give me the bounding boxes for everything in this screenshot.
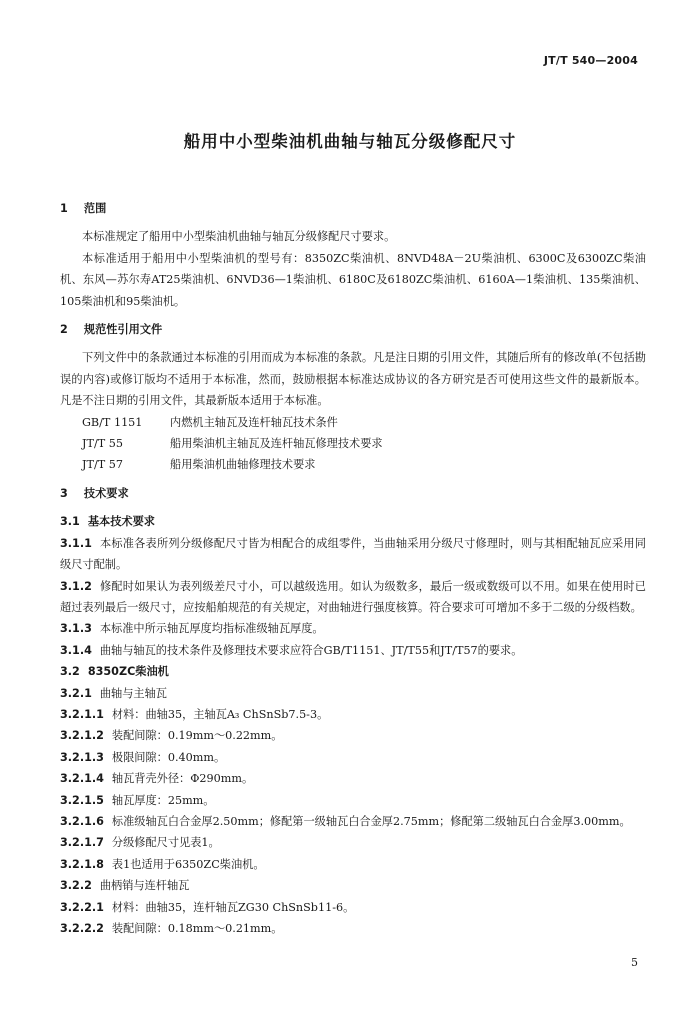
clause-item — [60, 918, 646, 939]
standard-code: JT/T 540—2004 — [543, 54, 638, 67]
clause-number: 3.2.2.1 — [60, 900, 104, 914]
clause-item — [60, 832, 646, 853]
clause-text: 极限间隙：0.40mm。 — [111, 750, 226, 764]
clause-number: 3.2.1.3 — [60, 750, 104, 764]
clause-text: 修配时如果认为表列级差尺寸小，可以越级选用。如认为级数多，最后一级或数级可以不用。如果在使用时已超过表列最后一级尺寸，应按船舶规范的有关规定，对曲轴进行强度核算。符合要求可可增加不多于二级的分级档数。 — [60, 579, 646, 614]
clause-text: 表1也适用于6350ZC柴油机。 — [111, 857, 265, 871]
clause-number: 3.2.1.1 — [60, 707, 104, 721]
clause-number: 3.1.1 — [60, 536, 92, 550]
clause-text: 轴瓦背壳外径：Φ290mm。 — [111, 772, 254, 786]
reference-name: 内燃机主轴瓦及连杆轴瓦技术条件 — [170, 415, 338, 429]
section-heading — [60, 483, 646, 504]
reference-item — [60, 433, 646, 454]
clause-text: 曲柄销与连杆轴瓦 — [99, 879, 190, 893]
clause-item — [60, 683, 646, 704]
clause-item — [60, 661, 646, 682]
section-number: 3 — [60, 486, 68, 500]
paragraph: 本标准规定了船用中小型柴油机曲轴与轴瓦分级修配尺寸要求。 — [82, 230, 396, 244]
reference-name: 船用柴油机曲轴修理技术要求 — [170, 458, 316, 472]
page-number: 5 — [631, 956, 638, 969]
clause-number: 3.2.1.2 — [60, 729, 104, 743]
clause-text: 本标准各表所列分级修配尺寸皆为相配合的成组零件，当曲轴采用分级尺寸修理时，则与其相配轴瓦应采用同级尺寸配制。 — [60, 536, 646, 572]
reference-name: 船用柴油机主轴瓦及连杆轴瓦修理技术要求 — [170, 437, 383, 451]
clause-text: 标准级轴瓦白合金厚2.50mm；修配第一级轴瓦白合金厚2.75mm；修配第二级轴瓦白合金厚3.00mm。 — [111, 814, 631, 828]
clause-item — [60, 704, 646, 725]
reference-code: JT/T 57 — [82, 458, 123, 472]
clause-number: 3.2 — [60, 665, 80, 679]
clause-number: 3.2.1 — [60, 686, 92, 700]
paragraph: 本标准适用于船用中小型柴油机的型号有：8350ZC柴油机、8NVD48A－2U柴油机、6300C及6300ZC柴油机、东风—苏尔寿AT25柴油机、6NVD36—1柴油机、6180C及6180ZC柴油机、6160A—1柴油机、135柴油机、105柴油机和95柴油机。 — [60, 251, 646, 308]
clause-text: 8350ZC柴油机 — [87, 665, 169, 679]
clause-text: 材料：曲轴35，连杆轴瓦ZG30 ChSnSb11-6。 — [111, 900, 355, 914]
section-title: 技术要求 — [83, 486, 129, 500]
clause-text: 轴瓦厚度：25mm。 — [111, 793, 215, 807]
clause-number: 3.2.1.7 — [60, 836, 104, 850]
clause-item — [60, 640, 646, 661]
clause-text: 本标准中所示轴瓦厚度均指标准级轴瓦厚度。 — [99, 622, 324, 636]
section-number: 1 — [60, 202, 68, 215]
section-title: 规范性引用文件 — [83, 323, 163, 337]
clause-number: 3.1.2 — [60, 579, 92, 593]
clause-list — [60, 511, 646, 939]
clause-number: 3.1.4 — [60, 643, 92, 657]
clause-item — [60, 576, 646, 619]
clause-item — [60, 511, 646, 532]
clause-number: 3.2.2.2 — [60, 922, 104, 935]
reference-code: GB/T 1151 — [82, 415, 143, 429]
clause-number: 3.2.1.8 — [60, 857, 104, 871]
paragraph: 下列文件中的条款通过本标准的引用而成为本标准的条款。凡是注日期的引用文件，其随后所有的修改单(不包括勘误的内容)或修订版均不适用于本标准，然而，鼓励根据本标准达成协议的各方研究是否可使用这些文件的最新版本。凡是不注日期的引用文件，其最新版本适用于本标准。 — [60, 351, 646, 408]
clause-item — [60, 897, 646, 918]
clause-number: 3.2.1.5 — [60, 793, 104, 807]
clause-number: 3.2.2 — [60, 879, 92, 893]
page-title: 船用中小型柴油机曲轴与轴瓦分级修配尺寸 — [183, 132, 517, 151]
clause-number: 3.2.1.4 — [60, 772, 104, 786]
clause-text: 曲轴与主轴瓦 — [99, 686, 167, 700]
clause-number: 3.1 — [60, 515, 80, 529]
clause-item — [60, 811, 646, 832]
clause-item — [60, 768, 646, 789]
clause-text: 装配间隙：0.19mm～0.22mm。 — [111, 729, 283, 743]
clause-text: 基本技术要求 — [87, 515, 155, 529]
clause-text: 曲轴与轴瓦的技术条件及修理技术要求应符合GB/T1151、JT/T55和JT/T57的要求。 — [99, 643, 523, 657]
clause-number: 3.1.3 — [60, 622, 92, 636]
clause-item — [60, 875, 646, 896]
reference-code: JT/T 55 — [82, 437, 123, 451]
clause-item — [60, 747, 646, 768]
reference-item — [60, 454, 646, 475]
section-heading — [60, 319, 646, 340]
clause-item — [60, 725, 646, 746]
clause-text: 装配间隙：0.18mm～0.21mm。 — [111, 922, 283, 935]
clause-text: 材料：曲轴35，主轴瓦A₃ ChSnSb7.5-3。 — [111, 707, 329, 721]
reference-item — [60, 412, 646, 433]
clause-number: 3.2.1.6 — [60, 814, 104, 828]
section-heading — [60, 198, 646, 219]
section-number: 2 — [60, 323, 68, 337]
document-body — [60, 198, 646, 939]
section-title: 范围 — [83, 202, 107, 215]
clause-text: 分级修配尺寸见表1。 — [111, 836, 220, 850]
clause-item — [60, 854, 646, 875]
clause-item — [60, 618, 646, 639]
clause-item — [60, 533, 646, 576]
clause-item — [60, 790, 646, 811]
